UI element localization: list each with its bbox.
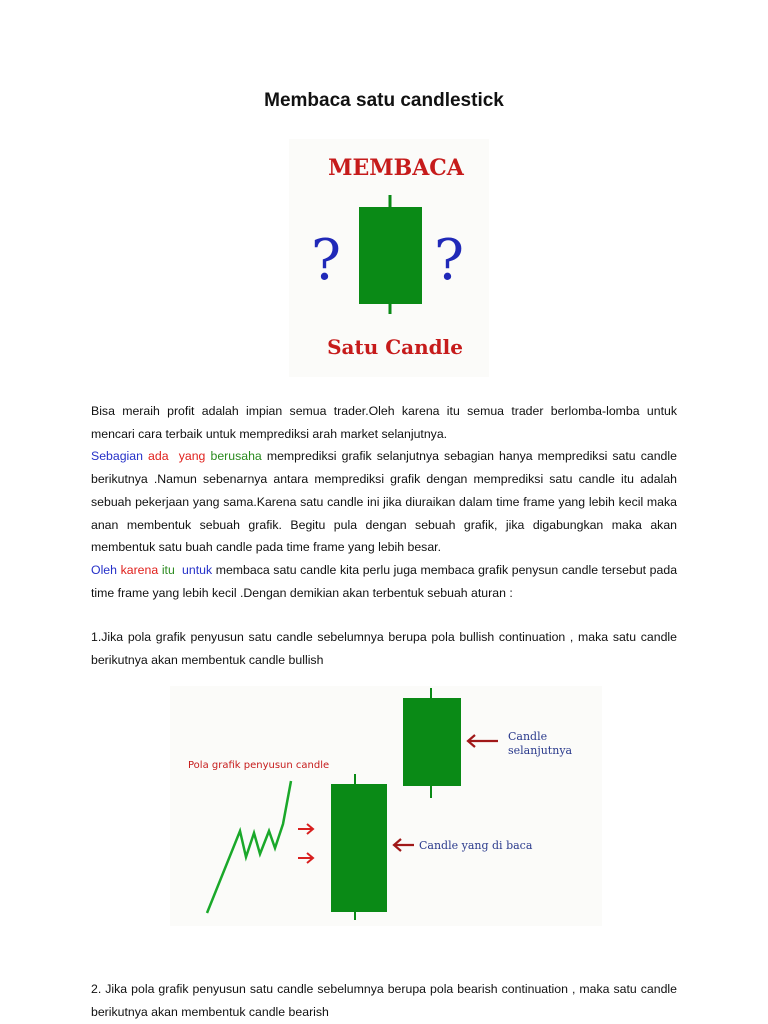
read-candle-label: Candle yang di baca [419, 839, 533, 852]
highlight-word: itu [161, 562, 175, 577]
highlight-word: karena [120, 562, 159, 577]
pattern-label: Pola grafik penyusun candle [188, 760, 330, 771]
candle-body [359, 207, 422, 304]
intro-paragraph-3 [91, 559, 677, 604]
highlight-word: untuk [182, 562, 213, 577]
figure-heading: MEMBACA [328, 155, 464, 181]
page-title: Membaca satu candlestick [264, 90, 504, 111]
next-candle-body [403, 698, 461, 786]
question-mark-right: ? [433, 228, 465, 293]
highlight-word: Oleh [91, 562, 117, 577]
highlight-word: yang [178, 449, 206, 464]
rule-2: 2. Jika pola grafik penyusun satu candle sebelumnya berupa pola bearish continuation , maka satu candle berikutnya akan membentuk candle bearish [91, 982, 677, 1019]
highlight-word: ada [148, 449, 169, 464]
paragraph-text: membaca satu candle kita perlu juga membaca grafik penysun candle tersebut pada time frame yang lebih kecil .Dengan demikian akan terbentuk sebuah aturan : [91, 562, 678, 600]
paragraph-text: memprediksi grafik selanjutnya sebagian hanya memprediksi satu candle berikutnya .Namun sebenarnya antara memprediksi grafik dengan memprediksi satu candle itu adalah sebuah pekerjaan yang sama.Karena satu candle ini jika diuraikan dalam time frame yang lebih kecil maka anan membentuk sebuah grafik. Begitu pula dengan sebuah grafik, jika digabungkan maka akan membentuk satu buah candle pada time frame yang lebih besar. [91, 449, 677, 555]
next-candle-label: selanjutnya [508, 744, 573, 757]
read-candle-body [331, 784, 387, 912]
intro-paragraph-2 [91, 445, 677, 559]
question-mark-left: ? [310, 228, 342, 293]
bullish-continuation-figure [170, 686, 602, 926]
intro-paragraph-1: Bisa meraih profit adalah impian semua trader.Oleh karena itu semua trader berlomba-lomba untuk mencari cara terbaik untuk memprediksi arah market selanjutnya. [91, 404, 677, 441]
next-candle-label: Candle [508, 730, 548, 743]
membaca-satu-candle-figure [289, 139, 489, 377]
highlight-word: Sebagian [91, 449, 143, 464]
highlight-word: berusaha [210, 449, 262, 464]
figure-caption: Satu Candle [327, 335, 463, 359]
rule-1: 1.Jika pola grafik penyusun satu candle sebelumnya berupa pola bullish continuation , maka satu candle berikutnya akan membentuk candle bullish [91, 630, 677, 667]
intro-text [91, 400, 677, 604]
